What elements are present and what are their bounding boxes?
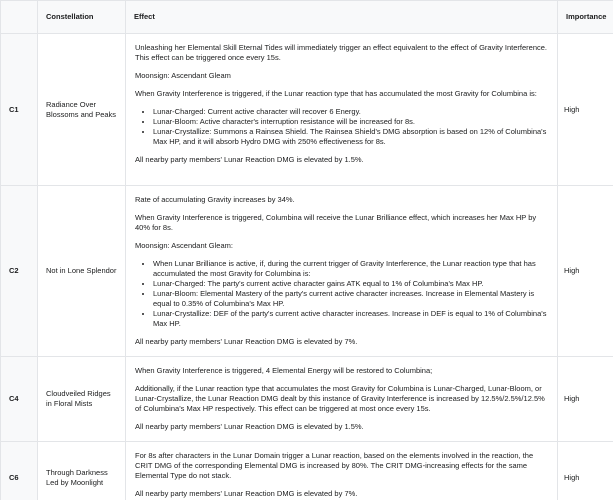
row-id-cell: C1 <box>1 34 38 186</box>
header-effect: Effect <box>126 1 558 34</box>
effect-paragraph: All nearby party members' Lunar Reaction DMG is elevated by 1.5%. <box>135 155 364 164</box>
header-empty-cell <box>1 1 38 34</box>
importance-cell: High <box>558 357 613 442</box>
effect-list <box>135 259 548 329</box>
effect-list-item: • Lunar-Charged: The party's current active character gains ATK equal to 1% of Columbina's Max HP. <box>153 279 548 289</box>
effect-cell <box>126 34 558 186</box>
header-constellation: Constellation <box>38 1 126 34</box>
effect-cell <box>126 442 558 500</box>
table-row <box>1 357 613 442</box>
table-body <box>1 34 613 500</box>
header-row <box>1 1 613 34</box>
effect-list-item: • Lunar-Bloom: Active character's interruption resistance will be increased for 8s. <box>153 117 548 127</box>
effect-list-item: • Lunar-Crystallize: Summons a Rainsea Shield. The Rainsea Shield's DMG absorption is based on 12% of Columbina's Max HP, and it will absorb Hydro DMG with 250% effectiveness for 8s. <box>153 127 548 147</box>
table-row <box>1 34 613 186</box>
effect-paragraph: Moonsign: Ascendant Gleam: <box>135 241 233 250</box>
effect-cell <box>126 357 558 442</box>
effect-paragraph: Unleashing her Elemental Skill Eternal Tides will immediately trigger an effect equivalent to the effect of Gravity Interference. This effect can be triggered once every 15s. <box>135 43 548 62</box>
effect-paragraph: For 8s after characters in the Lunar Domain trigger a Lunar reaction, based on the elements involved in the reaction, the CRIT DMG of the corresponding Elemental DMG is increased by 80%. The CRIT DMG-increasing effects for the same Elemental Type do not stack. <box>135 451 534 480</box>
header-importance: Importance <box>558 1 613 34</box>
importance-cell: High <box>558 442 613 500</box>
effect-paragraph: Rate of accumulating Gravity increases by 34%. <box>135 195 295 204</box>
effect-list-item: • Lunar-Crystallize: DEF of the party's current active character increases. Increase in DEF is equal to 1% of Columbina's Max HP. <box>153 309 548 329</box>
effect-paragraph: When Gravity Interference is triggered, Columbina will receive the Lunar Brilliance effect, which increases her Max HP by 40% for 8s. <box>135 213 537 232</box>
effect-paragraph: Additionally, if the Lunar reaction type that accumulates the most Gravity for Columbina is Lunar-Charged, Lunar-Bloom, or Lunar-Crystallize, the Lunar Reaction DMG dealt by this instance of Gravity Interference is increased by 12.5%/2.5%/12.5% of Columbina's Max HP respectively. This effect can be triggered at most once every 15s. <box>135 384 545 413</box>
effect-list-item: • Lunar-Bloom: Elemental Mastery of the party's current active character increases. Increase in Elemental Mastery is equal to 0.35% of Columbina's Max HP. <box>153 289 548 309</box>
effect-paragraph: All nearby party members' Lunar Reaction DMG is elevated by 7%. <box>135 337 358 346</box>
effect-paragraph: All nearby party members' Lunar Reaction DMG is elevated by 7%. <box>135 489 358 498</box>
constellation-name-cell: Through Darkness Led by Moonlight <box>38 442 126 500</box>
effect-paragraph: When Gravity Interference is triggered, if the Lunar reaction type that has accumulated the most Gravity for Columbina is: <box>135 89 537 98</box>
row-id-cell: C2 <box>1 186 38 357</box>
table-header <box>1 1 613 34</box>
effect-list-item: • Lunar-Charged: Current active character will recover 6 Energy. <box>153 107 548 117</box>
constellation-name-cell: Radiance Over Blossoms and Peaks <box>38 34 126 186</box>
row-id-cell: C6 <box>1 442 38 500</box>
importance-cell: High <box>558 186 613 357</box>
importance-cell: High <box>558 34 613 186</box>
table-row <box>1 186 613 357</box>
effect-paragraph: All nearby party members' Lunar Reaction DMG is elevated by 1.5%. <box>135 422 364 431</box>
row-id-cell: C4 <box>1 357 38 442</box>
effect-list-item: • When Lunar Brilliance is active, if, during the current trigger of Gravity Interference, the Lunar reaction type that has accumulated the most Gravity for Columbina is: <box>153 259 548 279</box>
effect-cell <box>126 186 558 357</box>
table-row <box>1 442 613 500</box>
effect-list <box>135 107 548 147</box>
effect-paragraph: Moonsign: Ascendant Gleam <box>135 71 231 80</box>
effect-paragraph: When Gravity Interference is triggered, 4 Elemental Energy will be restored to Columbina; <box>135 366 433 375</box>
constellation-name-cell: Cloudveiled Ridges in Floral Mists <box>38 357 126 442</box>
constellation-name-cell: Not in Lone Splendor <box>38 186 126 357</box>
